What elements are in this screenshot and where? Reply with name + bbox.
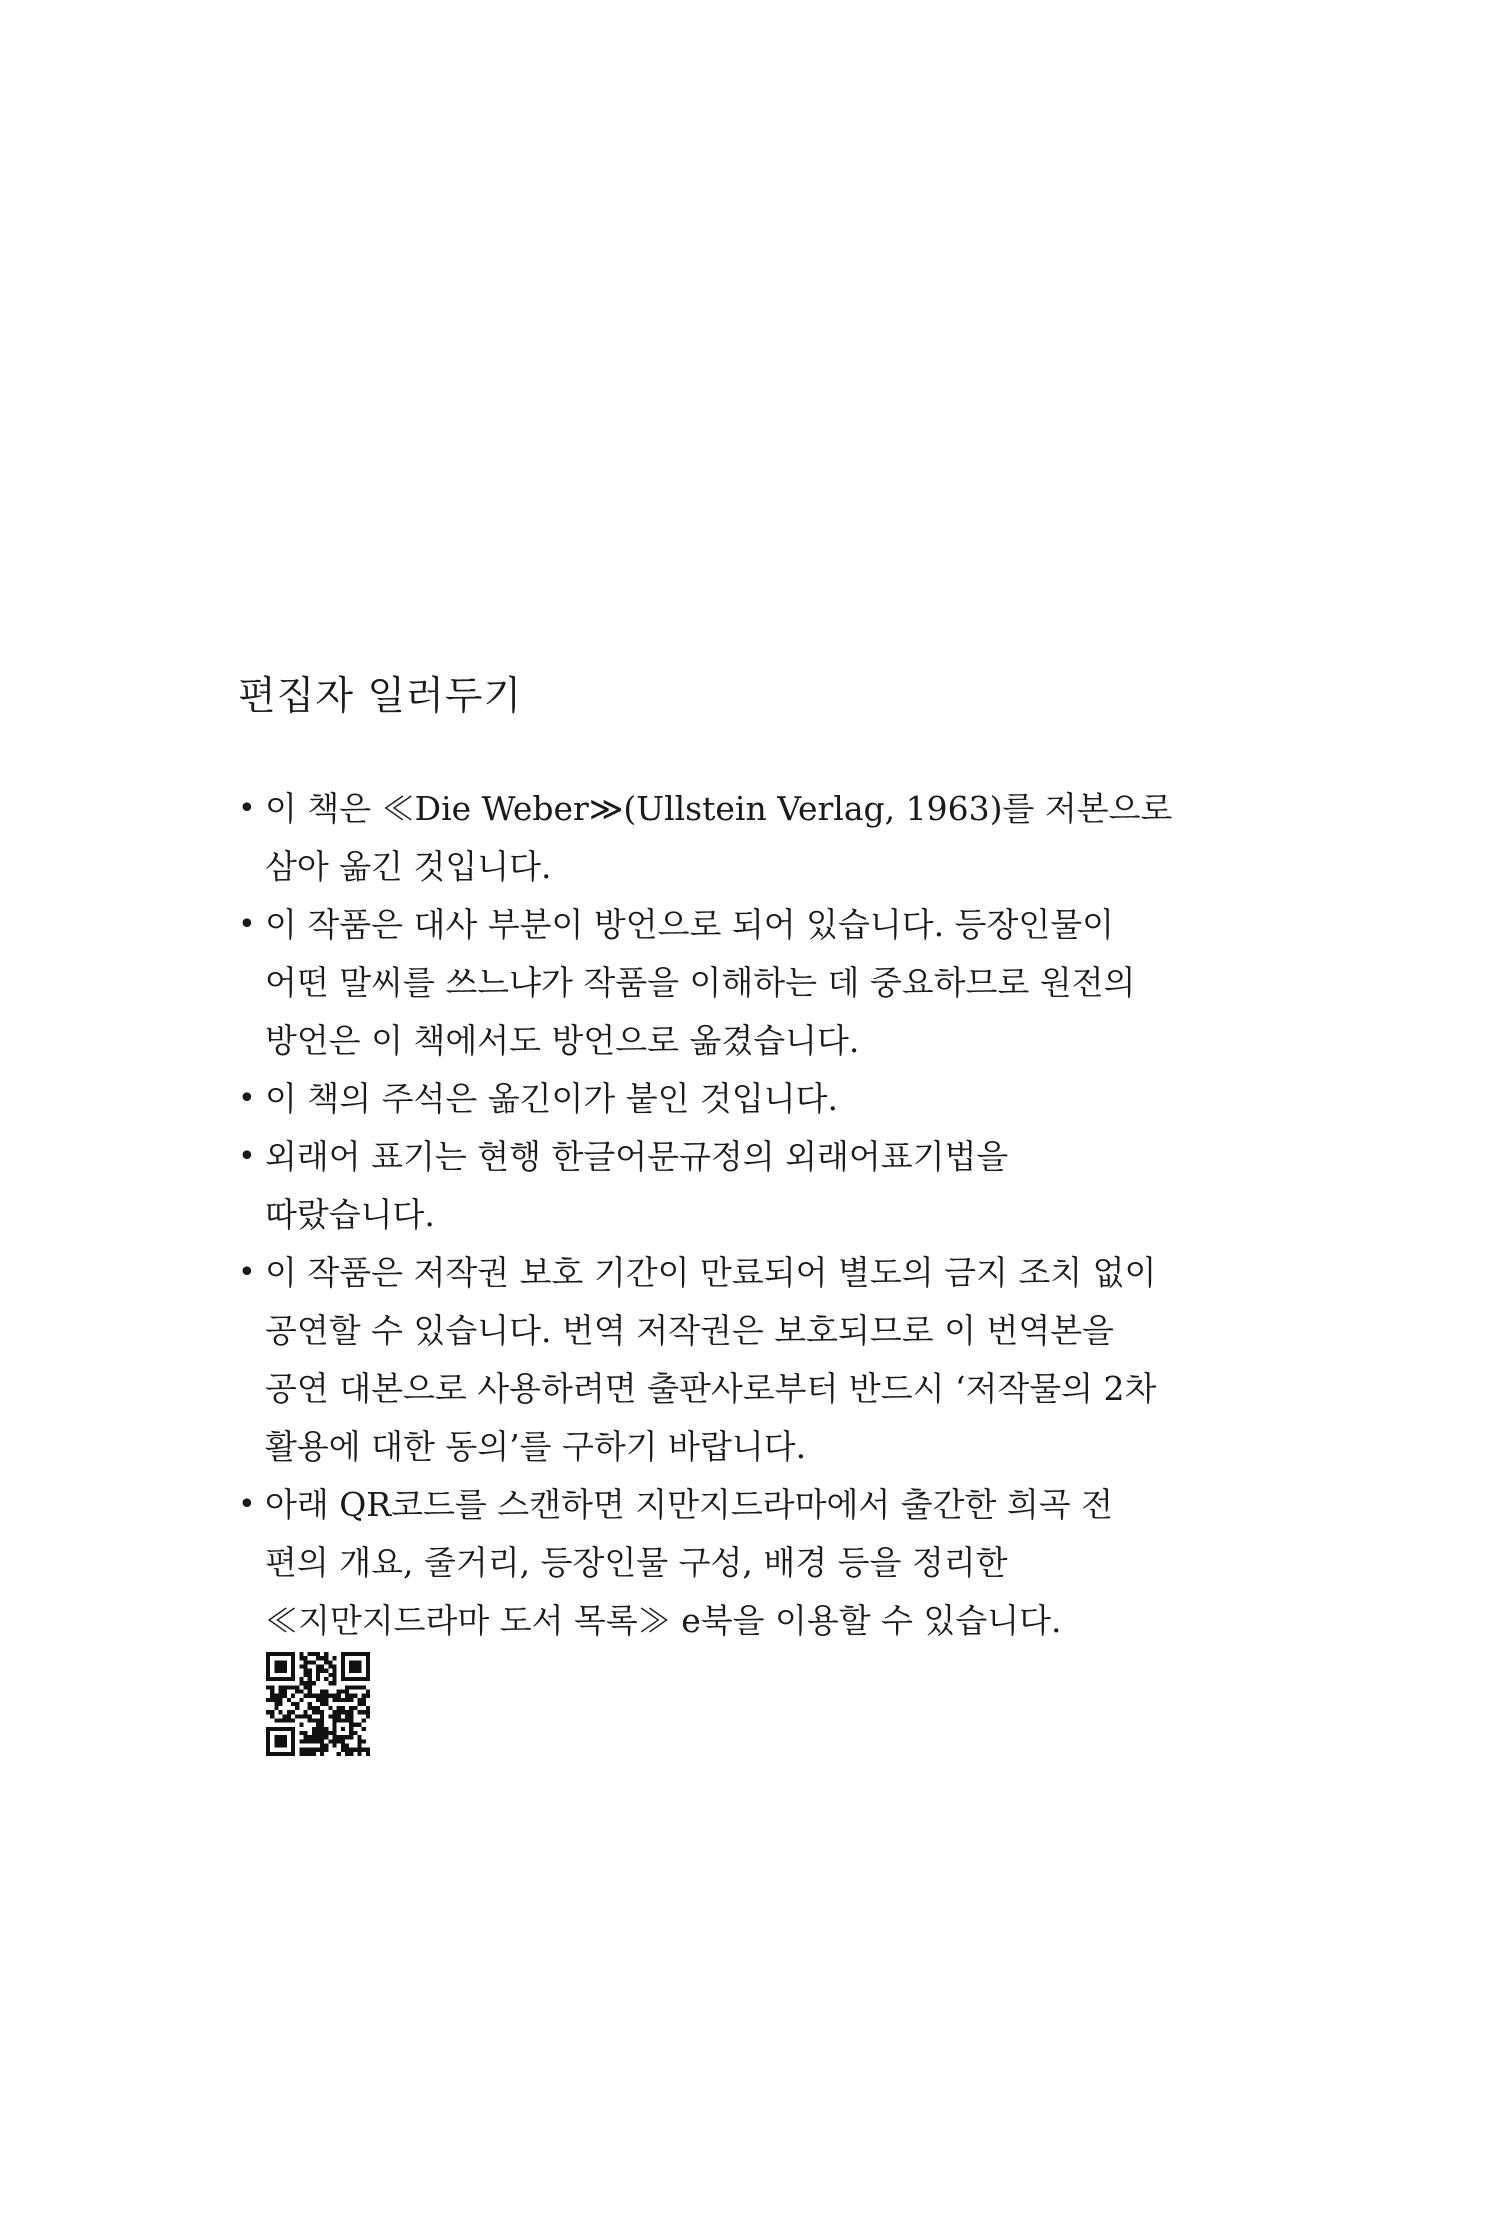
note-line: 아래 QR코드를 스캔하면 지만지드라마에서 출간한 희곡 전 [265, 1485, 1114, 1524]
note-item-6 [238, 1476, 1248, 1650]
note-item-5 [238, 1244, 1248, 1476]
note-line: 이 작품은 대사 부분이 방언으로 되어 있습니다. 등장인물이 [265, 905, 1114, 944]
editor-notes [238, 672, 1248, 1650]
note-line: 따랐습니다. [265, 1195, 435, 1234]
bullet: • [238, 1139, 256, 1174]
note-line: ≪지만지드라마 도서 목록≫ e북을 이용할 수 있습니다. [265, 1601, 1062, 1640]
note-line: 편의 개요, 줄거리, 등장인물 구성, 배경 등을 정리한 [265, 1543, 1008, 1582]
note-line: 삼아 옮긴 것입니다. [265, 847, 552, 886]
note-list [238, 780, 1248, 1650]
note-line: 방언은 이 책에서도 방언으로 옮겼습니다. [265, 1021, 860, 1060]
note-item-3 [238, 1070, 1248, 1128]
note-line: 공연할 수 있습니다. 번역 저작권은 보호되므로 이 번역본을 [265, 1311, 1114, 1350]
bullet: • [238, 1081, 256, 1116]
note-line: 이 책의 주석은 옮긴이가 붙인 것입니다. [265, 1079, 838, 1118]
bullet: • [238, 1487, 256, 1522]
note-item-1 [238, 780, 1248, 896]
bullet: • [238, 907, 256, 942]
note-item-2 [238, 896, 1248, 1070]
note-line: 외래어 표기는 현행 한글어문규정의 외래어표기법을 [265, 1137, 1009, 1176]
bullet: • [238, 791, 256, 826]
note-line: 활용에 대한 동의’를 구하기 바랍니다. [265, 1427, 807, 1466]
note-item-4 [238, 1128, 1248, 1244]
qr-code-icon[interactable] [266, 1652, 370, 1756]
note-line: 이 책은 ≪Die Weber≫(Ullstein Verlag, 1963)를 저본으로 [265, 789, 1173, 828]
note-line: 이 작품은 저작권 보호 기간이 만료되어 별도의 금지 조치 없이 [265, 1253, 1157, 1292]
page-title: 편집자 일러두기 [238, 674, 523, 719]
note-line: 공연 대본으로 사용하려면 출판사로부터 반드시 ‘저작물의 2차 [265, 1369, 1157, 1408]
note-line: 어떤 말씨를 쓰느냐가 작품을 이해하는 데 중요하므로 원전의 [265, 963, 1136, 1002]
bullet: • [238, 1255, 256, 1290]
